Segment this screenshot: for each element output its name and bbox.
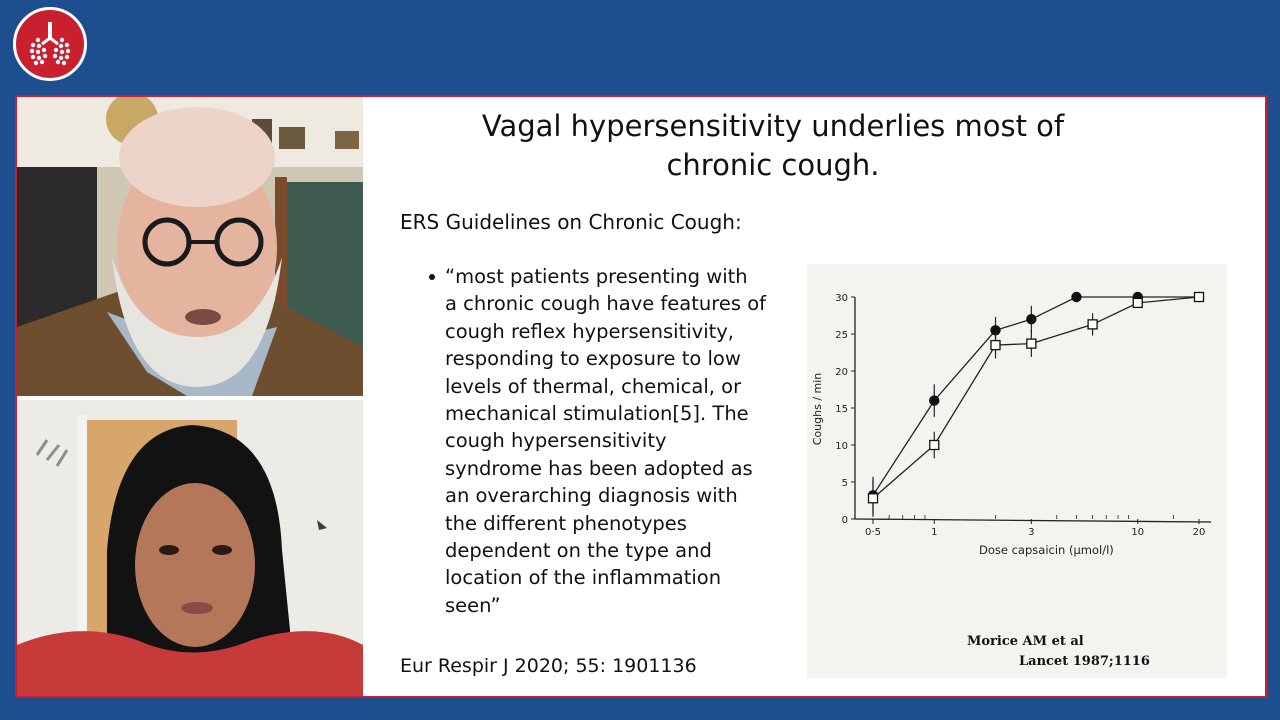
y-tick-label: 20 bbox=[835, 367, 848, 378]
data-point-open bbox=[1133, 298, 1142, 307]
participant-video-top[interactable] bbox=[17, 97, 363, 396]
quote-line: responding to exposure to low bbox=[445, 347, 741, 371]
participant-video-bottom[interactable] bbox=[17, 400, 363, 698]
dose-response-figure bbox=[807, 264, 1227, 678]
slide-title-line: chronic cough. bbox=[666, 148, 880, 182]
quote-line: seen” bbox=[445, 593, 501, 617]
quote-line: an overarching diagnosis with bbox=[445, 484, 738, 508]
figure-caption-journal: Lancet 1987;1116 bbox=[1019, 654, 1150, 669]
y-tick-label: 25 bbox=[835, 330, 848, 341]
y-tick-label: 5 bbox=[841, 478, 848, 489]
quote-line: syndrome has been adopted as bbox=[445, 456, 753, 480]
series-curve-2 bbox=[873, 297, 1199, 498]
quote-line: a chronic cough have features of bbox=[445, 292, 766, 316]
dose-response-chart bbox=[807, 264, 1227, 678]
figure-caption-authors: Morice AM et al bbox=[967, 634, 1084, 649]
x-tick-label: 1 bbox=[931, 527, 938, 538]
y-tick-label: 10 bbox=[835, 441, 848, 452]
lungs-icon bbox=[20, 14, 80, 74]
y-tick-label: 30 bbox=[835, 293, 848, 304]
quote-line: cough hypersensitivity bbox=[445, 429, 667, 453]
data-point-filled bbox=[1071, 292, 1081, 302]
y-axis-label: Coughs / min bbox=[811, 372, 824, 446]
data-point-filled bbox=[929, 395, 939, 405]
slide bbox=[363, 97, 1265, 696]
x-tick-label: 0·5 bbox=[865, 527, 881, 538]
slide-title-line: Vagal hypersensitivity underlies most of bbox=[481, 109, 1065, 143]
data-point-open bbox=[1088, 320, 1097, 329]
y-tick-label: 0 bbox=[841, 515, 848, 526]
quote-line: the different phenotypes bbox=[445, 511, 687, 535]
data-point-open bbox=[930, 441, 939, 450]
series-curve-1 bbox=[873, 297, 1199, 495]
data-point-open bbox=[991, 341, 1000, 350]
slide-subheading: ERS Guidelines on Chronic Cough: bbox=[400, 210, 742, 234]
x-tick-label: 3 bbox=[1028, 527, 1035, 538]
data-point-open bbox=[869, 494, 878, 503]
citation: Eur Respir J 2020; 55: 1901136 bbox=[400, 655, 697, 677]
slide-title bbox=[433, 107, 1113, 185]
x-tick-label: 20 bbox=[1192, 527, 1206, 538]
quote-line: “most patients presenting with bbox=[445, 265, 748, 288]
quote-line: dependent on the type and bbox=[445, 539, 712, 563]
quote-line: location of the inflammation bbox=[445, 566, 722, 590]
x-axis bbox=[855, 519, 1211, 522]
quote-line: cough reflex hypersensitivity, bbox=[445, 319, 734, 343]
x-axis-label: Dose capsaicin (μmol/l) bbox=[979, 543, 1114, 557]
quote-line: mechanical stimulation[5]. The bbox=[445, 402, 749, 426]
guideline-quote-list bbox=[425, 263, 795, 619]
guideline-quote bbox=[425, 263, 795, 619]
lungs-logo bbox=[13, 7, 87, 81]
data-point-open bbox=[1195, 293, 1204, 302]
y-tick-label: 15 bbox=[835, 404, 848, 415]
x-tick-label: 10 bbox=[1131, 527, 1145, 538]
data-point-open bbox=[1027, 339, 1036, 348]
quote-line: levels of thermal, chemical, or bbox=[445, 374, 742, 398]
presentation-stage bbox=[15, 95, 1267, 698]
data-point-filled bbox=[1026, 314, 1036, 324]
